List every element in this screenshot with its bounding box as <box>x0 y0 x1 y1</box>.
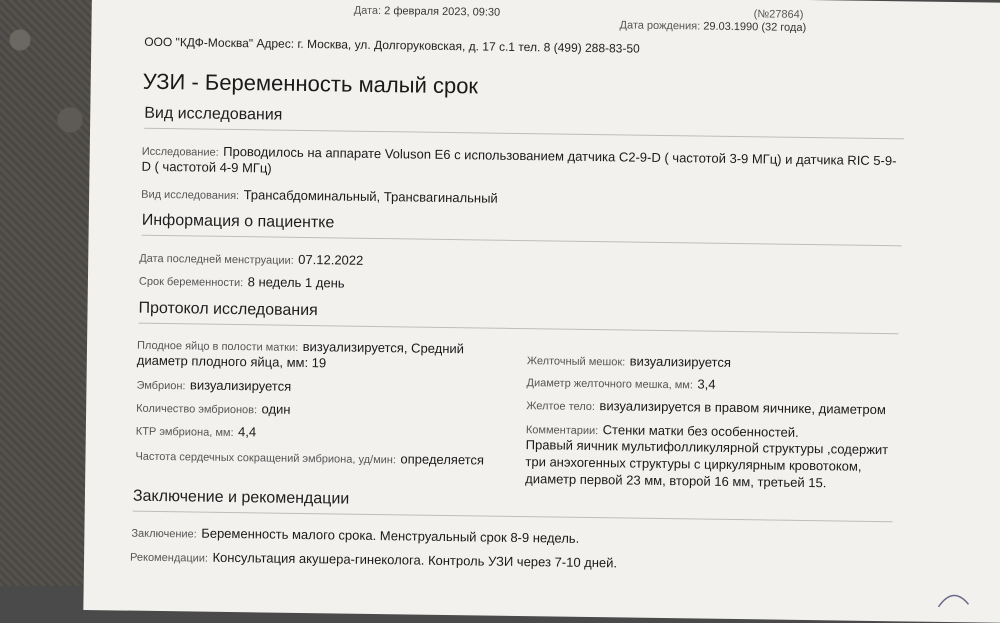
yolk-sac-row <box>527 351 731 372</box>
embryo-label: Эмбрион: <box>136 379 186 393</box>
section-divider <box>142 235 902 247</box>
section-divider <box>133 511 893 523</box>
yolk-diameter-row <box>526 373 715 394</box>
document-page <box>83 0 1000 623</box>
lmp-value: 07.12.2022 <box>298 251 364 268</box>
page-title: УЗИ - Беременность малый срок <box>142 68 479 99</box>
embryo-row <box>136 376 291 396</box>
embryo-count-label: Количество эмбрионов: <box>136 402 258 417</box>
recommendations-label: Рекомендации: <box>129 551 209 565</box>
clinic-address: ООО "КДФ-Москва" Адрес: г. Москва, ул. Долгоруковская, д. 17 с.1 тел. 8 (499) 288-83-50 <box>144 34 640 56</box>
crl-row <box>136 422 257 442</box>
crl-label: КТР эмбриона, мм: <box>135 425 234 440</box>
gest-sac-label: Плодное яйцо в полости матки: <box>136 339 299 354</box>
section-heading-study-type: Вид исследования <box>144 104 283 124</box>
lmp-row <box>139 249 363 270</box>
corpus-luteum-label: Желтое тело: <box>526 400 596 414</box>
birth-date <box>619 19 806 34</box>
gest-sac-diameter: диаметр плодного яйца, мм: 19 <box>136 352 327 371</box>
conclusion-label: Заключение: <box>131 527 197 541</box>
section-heading-protocol: Протокол исследования <box>138 299 318 320</box>
study-value-line1: Проводилось на аппарате Voluson E6 с использованием датчика C2-9-D ( частотой 3-9 МГц) и датчика RIC 5-9- <box>223 143 897 169</box>
yolk-sac-value: визуализируется <box>629 353 732 370</box>
comments-line1: Стенки матки без особенностей. <box>602 422 799 440</box>
embryo-count-row <box>136 399 291 419</box>
study-value-line2: D ( частотой 4-9 МГц) <box>141 158 272 176</box>
section-divider <box>138 323 898 335</box>
section-heading-patient: Информация о пациентке <box>141 211 335 232</box>
corpus-luteum-row <box>526 396 886 419</box>
conclusion-value: Беременность малого срока. Менструальный срок 8-9 недель. <box>201 525 580 546</box>
section-divider <box>144 128 904 140</box>
birth-date-label: Дата рождения: <box>619 19 701 33</box>
heart-rate-row <box>135 447 484 470</box>
recommendations-row <box>130 548 617 573</box>
lmp-label: Дата последней менструации: <box>139 252 294 267</box>
study-type-label: Вид исследования: <box>141 188 240 203</box>
heart-rate-label: Частота сердечных сокращений эмбриона, уд/мин: <box>135 450 397 467</box>
section-heading-conclusion: Заключение и рекомендации <box>132 487 350 508</box>
corpus-luteum-value: визуализируется в правом яичнике, диаметром <box>599 398 886 418</box>
yolk-sac-label: Желточный мешок: <box>526 355 626 369</box>
record-number: (№27864) <box>753 8 804 21</box>
comments-line2: Правый яичник мультифолликулярной структуры ,содержит <box>525 437 889 458</box>
recommendations-value: Консультация акушера-гинеколога. Контроль УЗИ через 7-10 дней. <box>212 549 618 571</box>
visit-date-value: 2 февраля 2023, 09:30 <box>384 5 501 19</box>
visit-date <box>354 5 501 19</box>
pen-mark <box>933 582 973 613</box>
term-label: Срок беременности: <box>138 275 244 290</box>
study-label: Исследование: <box>141 145 219 159</box>
term-value: 8 недель 1 день <box>247 274 345 291</box>
visit-date-label: Дата: <box>353 4 382 18</box>
conclusion-row <box>131 524 579 548</box>
comments-label: Комментарии: <box>525 424 599 438</box>
birth-date-value: 29.03.1990 (32 года) <box>703 20 807 34</box>
crl-value: 4,4 <box>237 424 257 440</box>
yolk-diameter-value: 3,4 <box>697 376 716 392</box>
heart-rate-value: определяется <box>400 451 485 468</box>
comments-line4: диаметр первой 23 мм, второй 16 мм, третьей 15. <box>525 471 827 491</box>
embryo-value: визуализируется <box>189 377 292 394</box>
term-row <box>139 272 345 293</box>
embryo-count-value: один <box>261 401 291 417</box>
yolk-diameter-label: Диаметр желточного мешка, мм: <box>526 377 694 392</box>
comments-line3: три анэхогенных структуры с циркулярным кровотоком, <box>525 454 862 474</box>
study-type-value: Трансабдоминальный, Трансвагинальный <box>243 187 498 206</box>
study-type-row <box>141 185 498 208</box>
gest-sac-value: визуализируется, Средний <box>302 338 465 357</box>
